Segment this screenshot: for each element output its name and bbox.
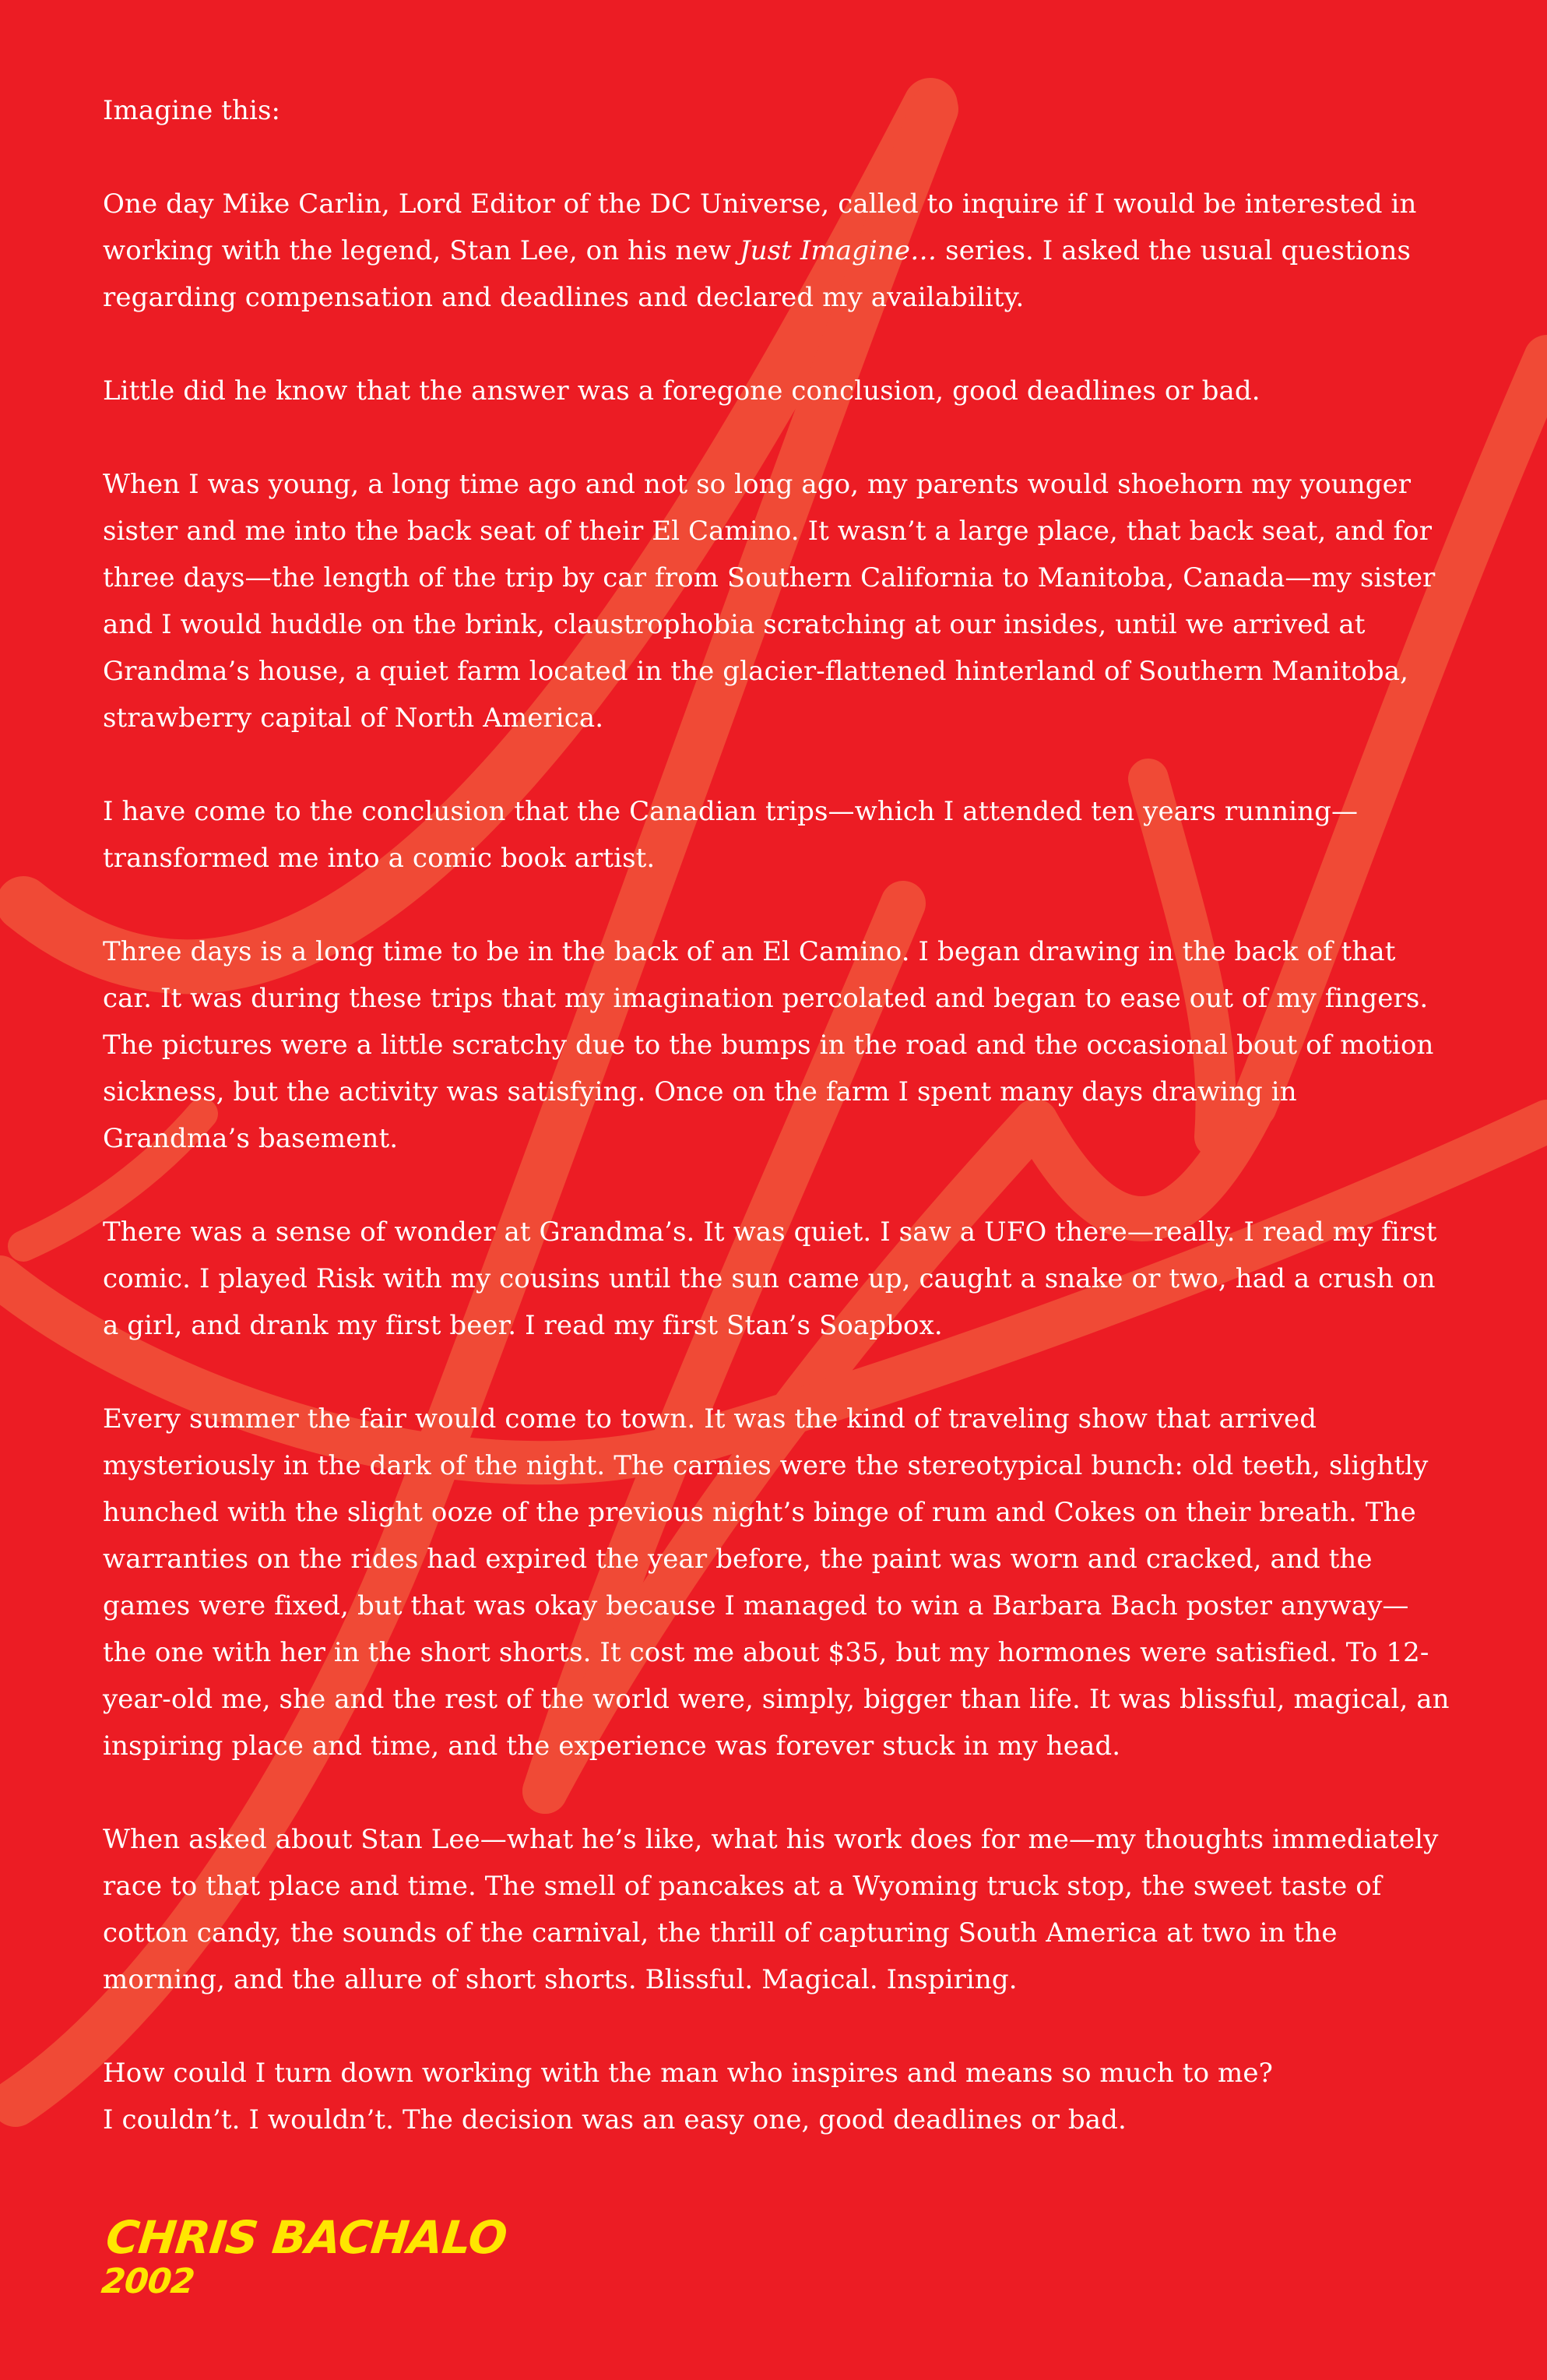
letter-paragraph: Every summer the fair would come to town. It was the kind of traveling show that arrived mysteriously in the dark of the night. The carnies were the stereotypical bunch: old teeth, slightly hunched with the slight ooze of the previous night’s binge of rum and Cokes on their breath. The warranties on the rides had expired the year before, the paint was worn and cracked, and the games were fixed, but that was okay because I managed to win a Barbara Bach poster anyway—the one with her in the short shorts. It cost me about $35, but my hormones were satisfied. To 12-year-old me, she and the rest of the world were, simply, bigger than life. It was blissful, magical, an inspiring place and time, and the experience was forever stuck in my head. xyxy=(103,1403,1450,1762)
letter-paragraph xyxy=(103,2050,1450,2143)
author-name: CHRIS BACHALO xyxy=(103,2211,509,2264)
letter-paragraph: Three days is a long time to be in the back of an El Camino. I began drawing in the back of that car. It was during these trips that my imagination percolated and began to ease out of my fingers. The pictures were a little scratchy due to the bumps in the road and the occasional bout of motion sickness, but the activity was satisfying. Once on the farm I spent many days drawing in Grandma’s basement. xyxy=(103,936,1434,1154)
letter-line: How could I turn down working with the man who inspires and means so much to me? xyxy=(103,2058,1273,2089)
letter-body xyxy=(103,87,1450,2143)
letter-paragraph: Imagine this: xyxy=(103,95,281,126)
letter-paragraph: There was a sense of wonder at Grandma’s. It was quiet. I saw a UFO there—really. I read my first comic. I played Risk with my cousins until the sun came up, caught a snake or two, had a crush on a girl, and drank my first beer. I read my first Stan’s Soapbox. xyxy=(103,1216,1437,1341)
author-signature xyxy=(100,2212,509,2301)
letter-text: One day Mike Carlin, Lord Editor of the DC Universe, called to inquire if I would be interested in working with the legend, Stan Lee, on his new xyxy=(103,188,1417,266)
letter-paragraph: I have come to the conclusion that the Canadian trips—which I attended ten years running—transformed me into a comic book artist. xyxy=(103,796,1359,874)
letter-paragraph: Little did he know that the answer was a foregone conclusion, good deadlines or bad. xyxy=(103,375,1260,407)
letter-paragraph: When asked about Stan Lee—what he’s like, what his work does for me—my thoughts immediately race to that place and time. The smell of pancakes at a Wyoming truck stop, the sweet taste of cotton candy, the sounds of the carnival, the thrill of capturing South America at two in the morning, and the allure of short shorts. Blissful. Magical. Inspiring. xyxy=(103,1824,1439,1995)
letter-paragraph xyxy=(103,181,1450,321)
signature-year: 2002 xyxy=(99,2262,196,2301)
letter-line: I couldn’t. I wouldn’t. The decision was an easy one, good deadlines or bad. xyxy=(103,2104,1127,2135)
series-title: Just Imagine… xyxy=(739,235,937,266)
letter-paragraph: When I was young, a long time ago and not so long ago, my parents would shoehorn my younger sister and me into the back seat of their El Camino. It wasn’t a large place, that back seat, and for three days—the length of the trip by car from Southern California to Manitoba, Canada—my sister and I would huddle on the brink, claustrophobia scratching at our insides, until we arrived at Grandma’s house, a quiet farm located in the glacier-flattened hinterland of Southern Manitoba, strawberry capital of North America. xyxy=(103,469,1436,734)
letter-text: series. I asked the usual questions regarding compensation and deadlines and declared my availability. xyxy=(103,235,1412,313)
